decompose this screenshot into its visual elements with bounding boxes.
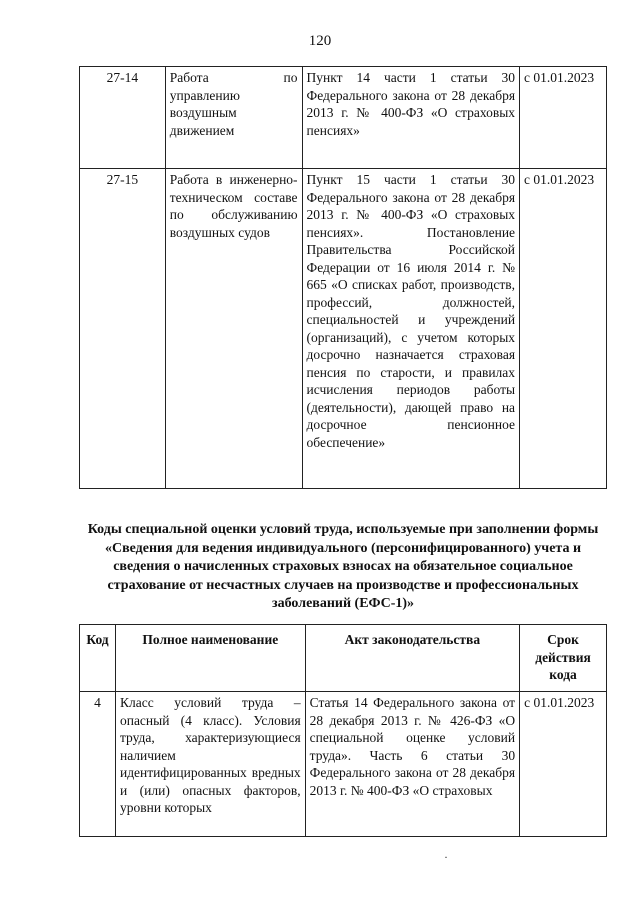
act-cell: Пункт 15 части 1 статьи 30 Федерального закона от 28 декабря 2013 г. № 400-ФЗ «О страховых пенсиях». Постановление Правительства Российской Федерации от 16 июля 2014 г. № 665 «О списках работ, производств, профессий, должностей, специальностей и учреждений (организаций), с учетом которых досрочно назначается страховая пенсия по старости, и правилах исчисления периодов работы (деятельности), дающей право на досрочное пенсионное обеспечение» (302, 169, 520, 489)
name-cell: Класс условий труда – опасный (4 класс). Условия труда, характеризующиеся наличием идентифицированных вредных и (или) опасных факторов, уровни которых (115, 692, 305, 837)
act-cell: Пункт 14 части 1 статьи 30 Федерального закона от 28 декабря 2013 г. № 400-ФЗ «О страховых пенсиях» (302, 67, 520, 169)
header-term: Срок действия кода (520, 625, 607, 692)
code-cell: 27-14 (80, 67, 166, 169)
term-cell: с 01.01.2023 (520, 67, 607, 169)
name-cell: Работа по управлению воздушным движением (165, 67, 302, 169)
page-number: 120 (308, 33, 332, 49)
sout-codes-table (79, 624, 607, 837)
table-row (80, 67, 607, 169)
term-cell: с 01.01.2023 (520, 169, 607, 489)
code-cell: 27-15 (80, 169, 166, 489)
code-cell: 4 (80, 692, 116, 837)
act-cell: Статья 14 Федерального закона от 28 декабря 2013 г. № 426-ФЗ «О специальной оценке условий труда». Часть 6 статьи 30 Федерального закона от 28 декабря 2013 г. № 400-ФЗ «О страховых (305, 692, 519, 837)
table-row (80, 692, 607, 837)
professions-table (79, 66, 607, 489)
scan-speck: · (444, 850, 448, 864)
header-act: Акт законодательства (305, 625, 519, 692)
name-cell: Работа в инженерно-техническом составе по обслуживанию воздушных судов (165, 169, 302, 489)
header-name: Полное наименование (115, 625, 305, 692)
header-code: Код (80, 625, 116, 692)
term-cell: с 01.01.2023 (520, 692, 607, 837)
section-title: Коды специальной оценки условий труда, используемые при заполнении формы «Сведения для ведения индивидуального (персонифицированного) учета и сведения о начисленных страховых взносах на обязательное социальное страхование от несчастных случаев на производстве и профессиональных заболеваний (ЕФС-1)» (87, 522, 599, 611)
table-row (80, 169, 607, 489)
table-header-row (80, 625, 607, 692)
